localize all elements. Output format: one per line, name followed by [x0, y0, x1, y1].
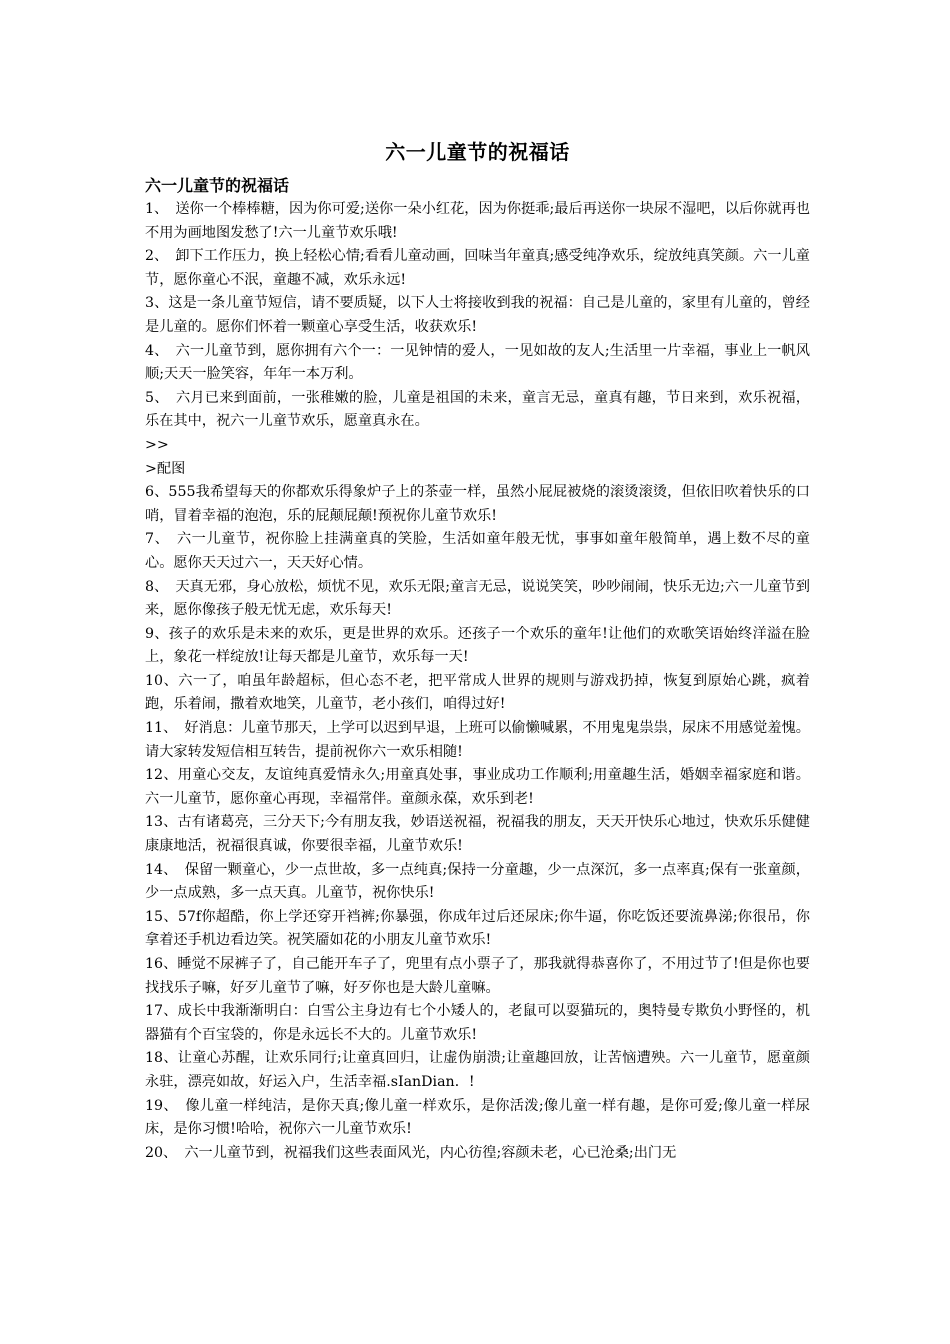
paragraph: 5、 六月已来到面前，一张稚嫩的脸，儿童是祖国的未来，童言无忌，童真有趣，节日来到，欢乐祝福，乐在其中，祝六一儿童节欢乐，愿童真永在。: [145, 389, 810, 430]
paragraph: 20、 六一儿童节到，祝福我们这些表面风光，内心彷徨;容颜未老，心已沧桑;出门无: [145, 1144, 677, 1161]
document-title: 六一儿童节的祝福话: [385, 140, 570, 164]
paragraph: 14、 保留一颗童心，少一点世故，多一点纯真;保持一分童趣，少一点深沉，多一点率真;保有一张童颜，少一点成熟，多一点天真。儿童节，祝你快乐!: [145, 861, 810, 902]
paragraph: 8、 天真无邪，身心放松，烦忧不见，欢乐无限;童言无忌，说说笑笑，吵吵闹闹，快乐无边;六一儿童节到来，愿你像孩子般无忧无虑，欢乐每天!: [145, 578, 810, 619]
paragraph: 12、用童心交友，友谊纯真爱情永久;用童真处事，事业成功工作顺利;用童趣生活，婚姻幸福家庭和谐。六一儿童节，愿你童心再现，幸福常伴。童颜永葆，欢乐到老!: [145, 767, 810, 807]
document-page: [145, 132, 810, 1165]
paragraph-list: [145, 198, 810, 1165]
image-caption: >配图: [145, 460, 186, 477]
paragraph: 9、孩子的欢乐是未来的欢乐，更是世界的欢乐。还孩子一个欢乐的童年!让他们的欢歌笑语始终洋溢在脸上，象花一样绽放!让每天都是儿童节，欢乐每一天!: [145, 625, 810, 666]
paragraph: 19、 像儿童一样纯洁，是你天真;像儿童一样欢乐，是你活泼;像儿童一样有趣，是你可爱;像儿童一样尿床，是你习惯!哈哈，祝你六一儿童节欢乐!: [145, 1097, 810, 1138]
paragraph: 13、古有诸葛亮，三分天下;今有朋友我，妙语送祝福，祝福我的朋友，天天开快乐心地过，快欢乐乐健健康康地活，祝福很真诚，你要很幸福，儿童节欢乐!: [145, 814, 810, 855]
paragraph: >>: [145, 436, 169, 453]
paragraph: 16、睡觉不尿裤子了，自己能开车子了，兜里有点小票子了，那我就得恭喜你了，不用过节了!但是你也要找找乐子嘛，好歹儿童节了嘛，好歹你也是大龄儿童嘛。: [145, 956, 810, 996]
paragraph: 1、 送你一个棒棒糖，因为你可爱;送你一朵小红花，因为你挺乖;最后再送你一块尿不湿吧，以后你就再也不用为画地图发愁了!六一儿童节欢乐哦!: [145, 201, 810, 241]
paragraph: 6、555我希望每天的你都欢乐得象炉子上的茶壶一样，虽然小屁屁被烧的滚烫滚烫，但依旧吹着快乐的口哨，冒着幸福的泡泡，乐的屁颠屁颠!预祝你儿童节欢乐!: [145, 484, 810, 524]
paragraph: 7、 六一儿童节，祝你脸上挂满童真的笑脸，生活如童年般无忧，事事如童年般简单，遇上数不尽的童心。愿你天天过六一，天天好心情。: [145, 531, 810, 571]
paragraph: 10、六一了，咱虽年龄超标，但心态不老，把平常成人世界的规则与游戏扔掉，恢复到原始心跳，疯着跑，乐着闹，撒着欢地笑，儿童节，老小孩们，咱得过好!: [145, 672, 810, 713]
paragraph: 17、成长中我渐渐明白：白雪公主身边有七个小矮人的，老鼠可以耍猫玩的，奥特曼专欺负小野怪的，机器猫有个百宝袋的，你是永远长不大的。儿童节欢乐!: [145, 1003, 810, 1043]
paragraph: 15、57f你超酷，你上学还穿开裆裤;你暴强，你成年过后还尿床;你牛逼，你吃饭还要流鼻涕;你很吊，你拿着还手机边看边笑。祝笑靥如花的小朋友儿童节欢乐!: [145, 908, 810, 949]
paragraph: 11、 好消息：儿童节那天，上学可以迟到早退，上班可以偷懒喊累，不用鬼鬼祟祟，尿床不用感觉羞愧。请大家转发短信相互转告，提前祝你六一欢乐相随!: [145, 720, 810, 760]
paragraph: 4、 六一儿童节到，愿你拥有六个一：一见钟情的爱人，一见如故的友人;生活里一片幸福，事业上一帆风顺;天天一脸笑容，年年一本万利。: [145, 342, 810, 383]
paragraph: 2、 卸下工作压力，换上轻松心情;看看儿童动画，回味当年童真;感受纯净欢乐，绽放纯真笑颜。六一儿童节，愿你童心不泯，童趣不减，欢乐永远!: [145, 248, 810, 288]
paragraph: 3、这是一条儿童节短信，请不要质疑，以下人士将接收到我的祝福：自己是儿童的，家里有儿童的，曾经是儿童的。愿你们怀着一颗童心享受生活，收获欢乐!: [145, 295, 810, 335]
paragraph: 18、让童心苏醒，让欢乐同行;让童真回归，让虚伪崩溃;让童趣回放，让苦恼遭殃。六一儿童节，愿童颜永驻，漂亮如故，好运入户，生活幸福.sIanDian．!: [145, 1050, 810, 1090]
section-heading: 六一儿童节的祝福话: [145, 176, 290, 195]
